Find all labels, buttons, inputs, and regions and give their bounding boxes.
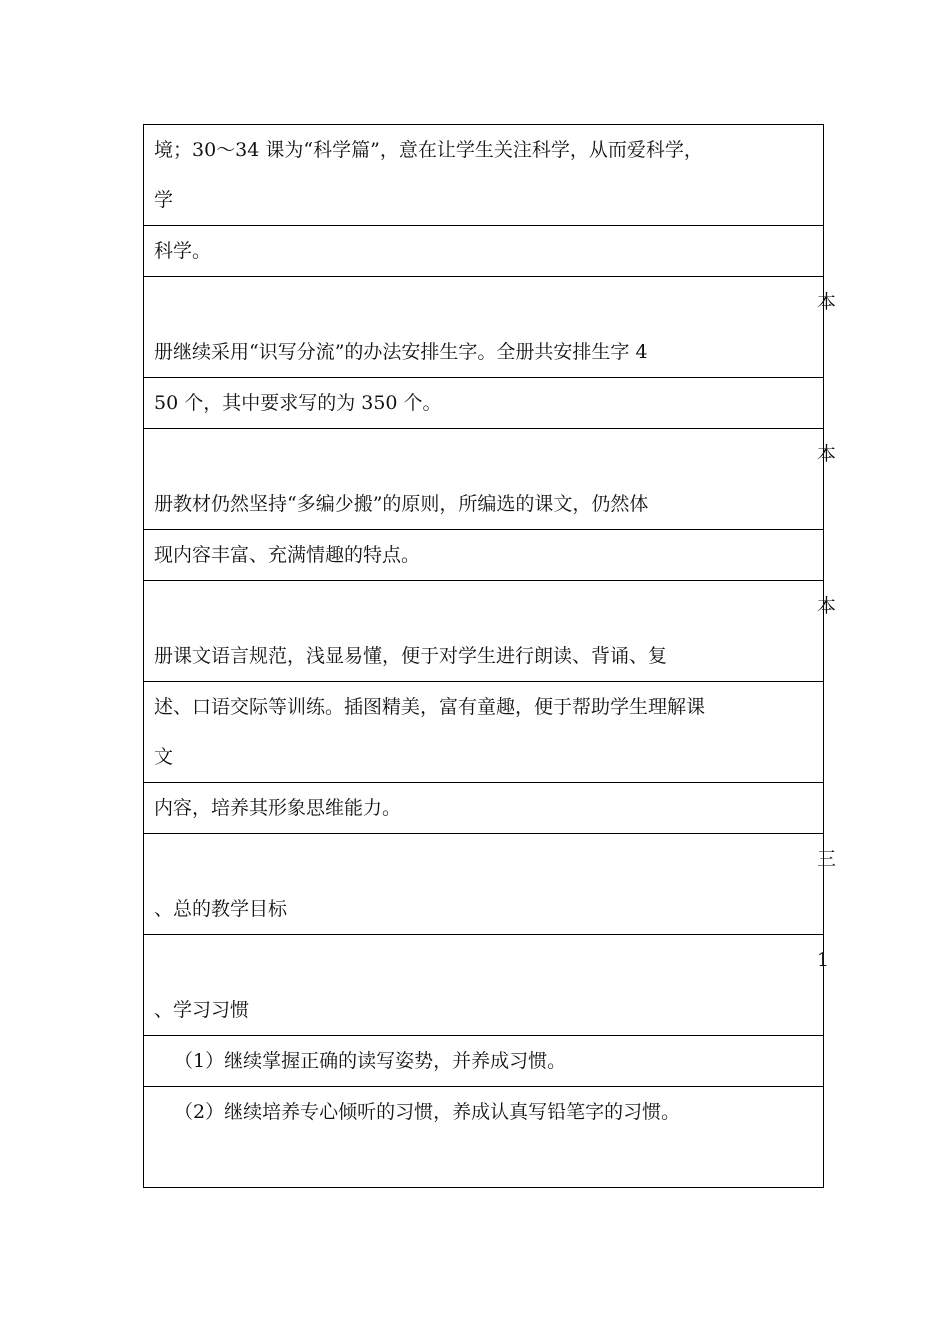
text-line: 50 个，其中要求写的为 350 个。 bbox=[154, 392, 442, 414]
text-line: 境；30～34 课为“科学篇”，意在让学生关注科学，从而爱科学， bbox=[154, 139, 703, 161]
table-cell bbox=[144, 1036, 824, 1087]
table-cell bbox=[144, 682, 824, 783]
text-line: 内容，培养其形象思维能力。 bbox=[154, 797, 402, 819]
text-line bbox=[154, 429, 823, 479]
table-cell bbox=[144, 125, 824, 226]
text-line: 册课文语言规范，浅显易懂，便于对学生进行朗读、背诵、复 bbox=[154, 645, 668, 667]
text-line: 学 bbox=[154, 189, 174, 211]
text-line bbox=[154, 581, 823, 631]
table-cell bbox=[144, 429, 837, 530]
text-line: 现内容丰富、充满情趣的特点。 bbox=[154, 544, 421, 566]
table-row bbox=[144, 277, 824, 378]
table-row bbox=[144, 682, 824, 783]
table-cell bbox=[144, 581, 837, 682]
table-cell bbox=[144, 1087, 824, 1188]
text-line: 册教材仍然坚持“多编少搬”的原则，所编选的课文，仍然体 bbox=[154, 493, 649, 515]
document-table bbox=[143, 124, 837, 1188]
overflow-char: 本 bbox=[817, 595, 837, 617]
table-row bbox=[144, 783, 824, 834]
overflow-char: 1 bbox=[817, 949, 830, 971]
text-line: 科学。 bbox=[154, 240, 212, 262]
text-line bbox=[174, 1137, 823, 1187]
table-cell bbox=[144, 378, 824, 429]
overflow-char: 本 bbox=[817, 291, 837, 313]
table-cell bbox=[144, 834, 837, 935]
text-line bbox=[154, 277, 823, 327]
table-cell bbox=[144, 935, 830, 1036]
table-row bbox=[144, 1036, 824, 1087]
table-cell bbox=[144, 783, 824, 834]
text-line: 述、口语交际等训练。插图精美，富有童趣，便于帮助学生理解课 bbox=[154, 696, 706, 718]
table-row bbox=[144, 530, 824, 581]
table-row bbox=[144, 935, 824, 1036]
text-line: 、总的教学目标 bbox=[154, 898, 288, 920]
text-line: （1）继续掌握正确的读写姿势，并养成习惯。 bbox=[174, 1050, 567, 1072]
table-row bbox=[144, 834, 824, 935]
table-row bbox=[144, 429, 824, 530]
table-row bbox=[144, 378, 824, 429]
table-row bbox=[144, 125, 824, 226]
text-line: 文 bbox=[154, 746, 174, 768]
table-row bbox=[144, 226, 824, 277]
overflow-char: 本 bbox=[817, 443, 837, 465]
overflow-char: 三 bbox=[817, 848, 837, 870]
text-line bbox=[154, 834, 823, 884]
table-row bbox=[144, 581, 824, 682]
table-cell bbox=[144, 226, 824, 277]
text-line: 、学习习惯 bbox=[154, 999, 250, 1021]
text-line: （2）继续培养专心倾听的习惯，养成认真写铅笔字的习惯。 bbox=[174, 1101, 681, 1123]
text-line: 册继续采用“识写分流”的办法安排生字。全册共安排生字 4 bbox=[154, 341, 648, 363]
table-cell bbox=[144, 277, 837, 378]
table-cell bbox=[144, 530, 824, 581]
table-row bbox=[144, 1087, 824, 1188]
text-line bbox=[154, 935, 823, 985]
